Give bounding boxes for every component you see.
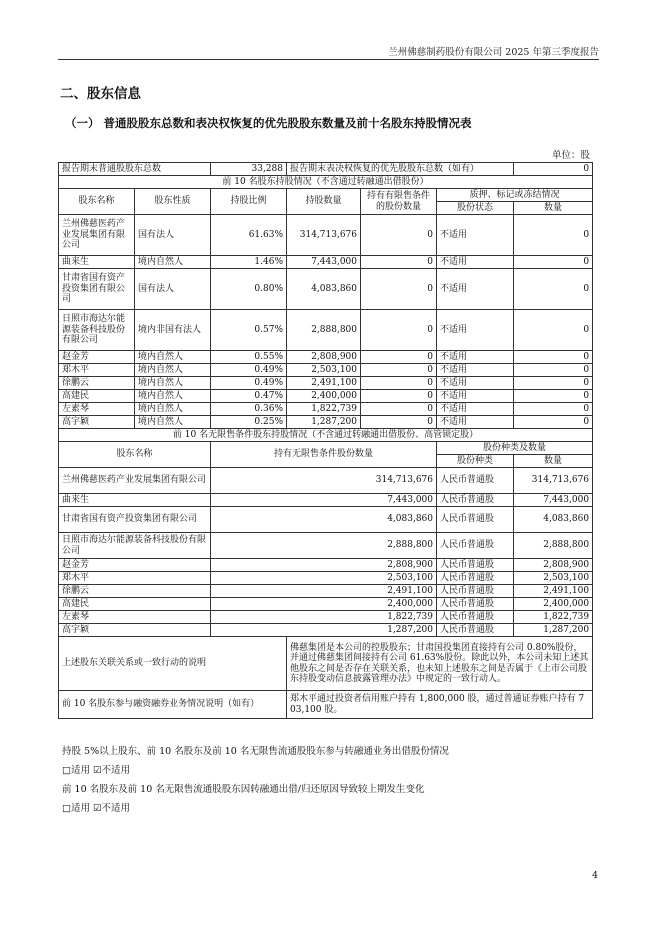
unrestricted-quantity: 4,083,860 [211, 507, 437, 533]
section-title: 二、股东信息 [60, 86, 141, 102]
share-type: 人民币普通股 [437, 572, 514, 585]
pledge-quantity: 0 [514, 310, 593, 351]
table-row [59, 624, 593, 637]
top10-title-row [59, 176, 593, 189]
unrestricted-holder-name: 赵金芳 [59, 559, 211, 572]
unrestricted-quantity: 2,503,100 [211, 572, 437, 585]
restricted-quantity: 0 [361, 351, 437, 364]
summary-preferred-label: 报告期末表决权恢复的优先股股东总数（如有） [287, 163, 514, 176]
shareholder-nature: 国有法人 [135, 215, 211, 256]
share-type-quantity: 314,713,676 [514, 468, 593, 494]
share-type: 人民币普通股 [437, 494, 514, 507]
top10-header-row [59, 189, 593, 202]
summary-common-label: 报告期末普通股股东总数 [59, 163, 211, 176]
pledge-status: 不适用 [437, 310, 514, 351]
restricted-quantity: 0 [361, 416, 437, 429]
shareholder-name: 赵金芳 [59, 351, 135, 364]
table-row [59, 310, 593, 351]
table-row [59, 416, 593, 429]
holding-quantity: 2,888,800 [287, 310, 361, 351]
restricted-quantity: 0 [361, 403, 437, 416]
table-row [59, 351, 593, 364]
relations-text: 佛慈集团是本公司的控股股东；甘肃国投集团直接持有公司 0.80%股份，并通过佛慈集团间接持有公司 61.63%股份。除此以外，本公司未知上述其他股东之间是否存在关联关系，也未知上述股东之间是否属于《上市公司股东持股变动信息披露管理办法》中规定的一致行动人。 [287, 637, 593, 691]
unrestricted-title: 前 10 名无限售条件股东持股情况（不含通过转融通出借股份、高管锁定股） [59, 429, 593, 442]
table-row [59, 377, 593, 390]
share-type-quantity: 1,287,200 [514, 624, 593, 637]
pledge-quantity: 0 [514, 403, 593, 416]
holding-quantity: 2,503,100 [287, 364, 361, 377]
shareholder-name: 徐鹏云 [59, 377, 135, 390]
shareholder-name: 高宇颖 [59, 416, 135, 429]
restricted-quantity: 0 [361, 377, 437, 390]
share-type: 人民币普通股 [437, 507, 514, 533]
holding-ratio: 0.47% [211, 390, 287, 403]
pledge-status: 不适用 [437, 390, 514, 403]
pledge-status: 不适用 [437, 364, 514, 377]
restricted-quantity: 0 [361, 364, 437, 377]
table-row [59, 598, 593, 611]
share-type-quantity: 2,400,000 [514, 598, 593, 611]
page-header: 兰州佛慈制药股份有限公司 2025 年第三季度报告 [388, 47, 599, 58]
holding-ratio: 0.49% [211, 364, 287, 377]
unit-label: 单位：股 [551, 150, 590, 161]
table-row [59, 364, 593, 377]
top10-header-ratio: 持股比例 [211, 189, 287, 215]
holding-ratio: 0.55% [211, 351, 287, 364]
pledge-quantity: 0 [514, 416, 593, 429]
subsection-title: （一） 普通股股东总数和表决权恢复的优先股股东数量及前十名股东持股情况表 [65, 116, 472, 130]
holding-ratio: 0.80% [211, 269, 287, 310]
pledge-status: 不适用 [437, 269, 514, 310]
unrestricted-quantity: 2,400,000 [211, 598, 437, 611]
unrestricted-header-qty: 数量 [514, 455, 593, 468]
pledge-status: 不适用 [437, 416, 514, 429]
unrestricted-quantity: 2,888,800 [211, 533, 437, 559]
table-row [59, 533, 593, 559]
footer-change-check: □适用 ☑不适用 [62, 803, 131, 814]
top10-header-pledge-qty: 数量 [514, 202, 593, 215]
shareholder-nature: 境内自然人 [135, 377, 211, 390]
holding-quantity: 2,491,100 [287, 377, 361, 390]
shareholder-nature: 国有法人 [135, 269, 211, 310]
table-row [59, 572, 593, 585]
top10-title: 前 10 名股东持股情况（不含通过转融通出借股份） [59, 176, 593, 189]
margin-label: 前 10 名股东参与融资融券业务情况说明（如有） [59, 691, 287, 719]
header-divider [58, 59, 599, 60]
holding-quantity: 2,808,900 [287, 351, 361, 364]
shareholder-name: 左素琴 [59, 403, 135, 416]
restricted-quantity: 0 [361, 269, 437, 310]
top10-header-name: 股东名称 [59, 189, 135, 215]
share-type-quantity: 1,822,739 [514, 611, 593, 624]
pledge-quantity: 0 [514, 269, 593, 310]
top10-header-nature: 股东性质 [135, 189, 211, 215]
unrestricted-holder-name: 徐鹏云 [59, 585, 211, 598]
share-type-quantity: 2,888,800 [514, 533, 593, 559]
shareholder-name: 郑木平 [59, 364, 135, 377]
holding-quantity: 1,822,739 [287, 403, 361, 416]
unrestricted-holder-name: 左素琴 [59, 611, 211, 624]
pledge-status: 不适用 [437, 377, 514, 390]
share-type: 人民币普通股 [437, 533, 514, 559]
share-type-quantity: 2,491,100 [514, 585, 593, 598]
restricted-quantity: 0 [361, 390, 437, 403]
margin-text: 郑木平通过投资者信用账户持有 1,800,000 股，通过普通证券账户持有 703,100 股。 [287, 691, 593, 719]
shareholder-nature: 境内自然人 [135, 403, 211, 416]
footer-change-line: 前 10 名股东及前 10 名无限售流通股股东因转融通出借/归还原因导致较上期发生变化 [62, 784, 425, 795]
table-row [59, 390, 593, 403]
share-type-quantity: 2,808,900 [514, 559, 593, 572]
relations-label: 上述股东关联关系或一致行动的说明 [59, 637, 287, 691]
shareholder-nature: 境内自然人 [135, 351, 211, 364]
holding-quantity: 7,443,000 [287, 256, 361, 269]
unrestricted-holder-name: 日照市海达尔能源装备科技股份有限公司 [59, 533, 211, 559]
top10-header-pledge-group: 质押、标记或冻结情况 [437, 189, 593, 202]
holding-ratio: 0.25% [211, 416, 287, 429]
share-type: 人民币普通股 [437, 598, 514, 611]
shareholder-name: 高建民 [59, 390, 135, 403]
pledge-status: 不适用 [437, 256, 514, 269]
table-row [59, 256, 593, 269]
unrestricted-holder-name: 甘肃省国有资产投资集团有限公司 [59, 507, 211, 533]
shareholder-table-wrapper [58, 162, 592, 719]
restricted-quantity: 0 [361, 310, 437, 351]
pledge-quantity: 0 [514, 364, 593, 377]
pledge-status: 不适用 [437, 403, 514, 416]
restricted-quantity: 0 [361, 215, 437, 256]
share-type: 人民币普通股 [437, 624, 514, 637]
shareholder-name: 曲来生 [59, 256, 135, 269]
pledge-quantity: 0 [514, 377, 593, 390]
unrestricted-holder-name: 曲来生 [59, 494, 211, 507]
summary-common-value: 33,288 [211, 163, 287, 176]
share-type-quantity: 4,083,860 [514, 507, 593, 533]
table-row [59, 494, 593, 507]
unrestricted-holder-name: 兰州佛慈医药产业发展集团有限公司 [59, 468, 211, 494]
relations-row [59, 637, 593, 691]
holding-ratio: 0.49% [211, 377, 287, 390]
unrestricted-header-type-group: 股份种类及数量 [437, 442, 593, 455]
unrestricted-header-name: 股东名称 [59, 442, 211, 468]
pledge-quantity: 0 [514, 351, 593, 364]
pledge-quantity: 0 [514, 215, 593, 256]
share-type-quantity: 2,503,100 [514, 572, 593, 585]
shareholder-nature: 境内自然人 [135, 256, 211, 269]
unrestricted-quantity: 7,443,000 [211, 494, 437, 507]
pledge-quantity: 0 [514, 390, 593, 403]
pledge-status: 不适用 [437, 215, 514, 256]
table-row [59, 468, 593, 494]
unrestricted-quantity: 1,822,739 [211, 611, 437, 624]
summary-row [59, 163, 593, 176]
unrestricted-title-row [59, 429, 593, 442]
table-row [59, 269, 593, 310]
unrestricted-quantity: 1,287,200 [211, 624, 437, 637]
holding-ratio: 1.46% [211, 256, 287, 269]
footer-lending-check: □适用 ☑不适用 [62, 765, 131, 776]
table-row [59, 507, 593, 533]
pledge-status: 不适用 [437, 351, 514, 364]
unrestricted-quantity: 314,713,676 [211, 468, 437, 494]
shareholder-table [58, 162, 593, 719]
unrestricted-quantity: 2,808,900 [211, 559, 437, 572]
page-number: 4 [591, 870, 598, 881]
unrestricted-header-row [59, 442, 593, 455]
unrestricted-quantity: 2,491,100 [211, 585, 437, 598]
table-row [59, 403, 593, 416]
table-row [59, 215, 593, 256]
shareholder-name: 甘肃省国有资产投资集团有限公司 [59, 269, 135, 310]
unrestricted-header-type: 股份种类 [437, 455, 514, 468]
shareholder-nature: 境内自然人 [135, 390, 211, 403]
holding-quantity: 2,400,000 [287, 390, 361, 403]
unrestricted-header-quantity: 持有无限售条件股份数量 [211, 442, 437, 468]
share-type-quantity: 7,443,000 [514, 494, 593, 507]
share-type: 人民币普通股 [437, 559, 514, 572]
shareholder-nature: 境内自然人 [135, 364, 211, 377]
share-type: 人民币普通股 [437, 611, 514, 624]
top10-header-restricted: 持有有限售条件的股份数量 [361, 189, 437, 215]
table-row [59, 585, 593, 598]
top10-header-quantity: 持股数量 [287, 189, 361, 215]
margin-row [59, 691, 593, 719]
share-type: 人民币普通股 [437, 468, 514, 494]
unrestricted-holder-name: 高建民 [59, 598, 211, 611]
restricted-quantity: 0 [361, 256, 437, 269]
shareholder-name: 日照市海达尔能源装备科技股份有限公司 [59, 310, 135, 351]
holding-ratio: 0.36% [211, 403, 287, 416]
summary-preferred-value: 0 [514, 163, 593, 176]
holding-ratio: 0.57% [211, 310, 287, 351]
unrestricted-holder-name: 郑木平 [59, 572, 211, 585]
shareholder-nature: 境内自然人 [135, 416, 211, 429]
table-row [59, 559, 593, 572]
shareholder-nature: 境内非国有法人 [135, 310, 211, 351]
holding-quantity: 4,083,860 [287, 269, 361, 310]
shareholder-name: 兰州佛慈医药产业发展集团有限公司 [59, 215, 135, 256]
holding-ratio: 61.63% [211, 215, 287, 256]
table-row [59, 611, 593, 624]
unrestricted-holder-name: 高宇颖 [59, 624, 211, 637]
top10-header-pledge-status: 股份状态 [437, 202, 514, 215]
footer-lending-line: 持股 5%以上股东、前 10 名股东及前 10 名无限售流通股股东参与转融通业务出借股份情况 [62, 746, 449, 757]
holding-quantity: 314,713,676 [287, 215, 361, 256]
pledge-quantity: 0 [514, 256, 593, 269]
holding-quantity: 1,287,200 [287, 416, 361, 429]
share-type: 人民币普通股 [437, 585, 514, 598]
